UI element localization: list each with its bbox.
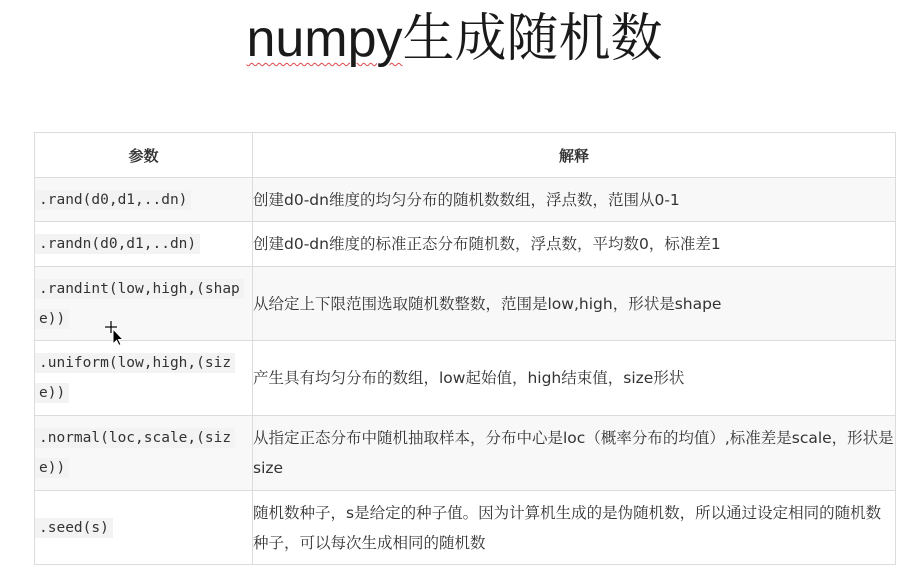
page-title: [0, 4, 909, 74]
param-cell: [35, 491, 253, 565]
desc-cell: 创建d0-dn维度的标准正态分布随机数，浮点数，平均数0，标准差1: [253, 222, 896, 267]
param-cell: [35, 267, 253, 341]
page-title-cn: 生成随机数: [402, 9, 663, 69]
page-title-en: numpy: [246, 10, 403, 68]
desc-cell: 从给定上下限范围选取随机数整数，范围是low,high，形状是shape: [253, 267, 896, 341]
desc-cell: 创建d0-dn维度的均匀分布的随机数数组，浮点数，范围从0-1: [253, 178, 896, 222]
header-desc: 解释: [253, 133, 896, 178]
table-row: [35, 341, 896, 416]
table-row: [35, 178, 896, 222]
param-cell: [35, 341, 253, 416]
param-cell: [35, 416, 253, 491]
param-code: .normal(loc,scale,(size)): [35, 428, 235, 478]
table-row: [35, 267, 896, 341]
param-code: .randint(low,high,(shape)): [35, 279, 244, 329]
table-row: [35, 491, 896, 565]
param-cell: [35, 178, 253, 222]
param-code: .randn(d0,d1,..dn): [35, 234, 200, 254]
desc-cell: 从指定正态分布中随机抽取样本，分布中心是loc（概率分布的均值）,标准差是scale，形状是size: [253, 416, 896, 491]
table-header-row: [35, 133, 896, 178]
param-code: .uniform(low,high,(size)): [35, 353, 235, 403]
param-cell: [35, 222, 253, 267]
desc-cell: 产生具有均匀分布的数组，low起始值，high结束值，size形状: [253, 341, 896, 416]
param-code: .seed(s): [35, 518, 113, 538]
header-param: 参数: [35, 133, 253, 178]
move-cursor-icon: [104, 320, 126, 346]
params-table: [34, 132, 896, 565]
param-code: .rand(d0,d1,..dn): [35, 190, 191, 210]
table-row: [35, 222, 896, 267]
table-row: [35, 416, 896, 491]
desc-cell: 随机数种子，s是给定的种子值。因为计算机生成的是伪随机数，所以通过设定相同的随机数种子，可以每次生成相同的随机数: [253, 491, 896, 565]
